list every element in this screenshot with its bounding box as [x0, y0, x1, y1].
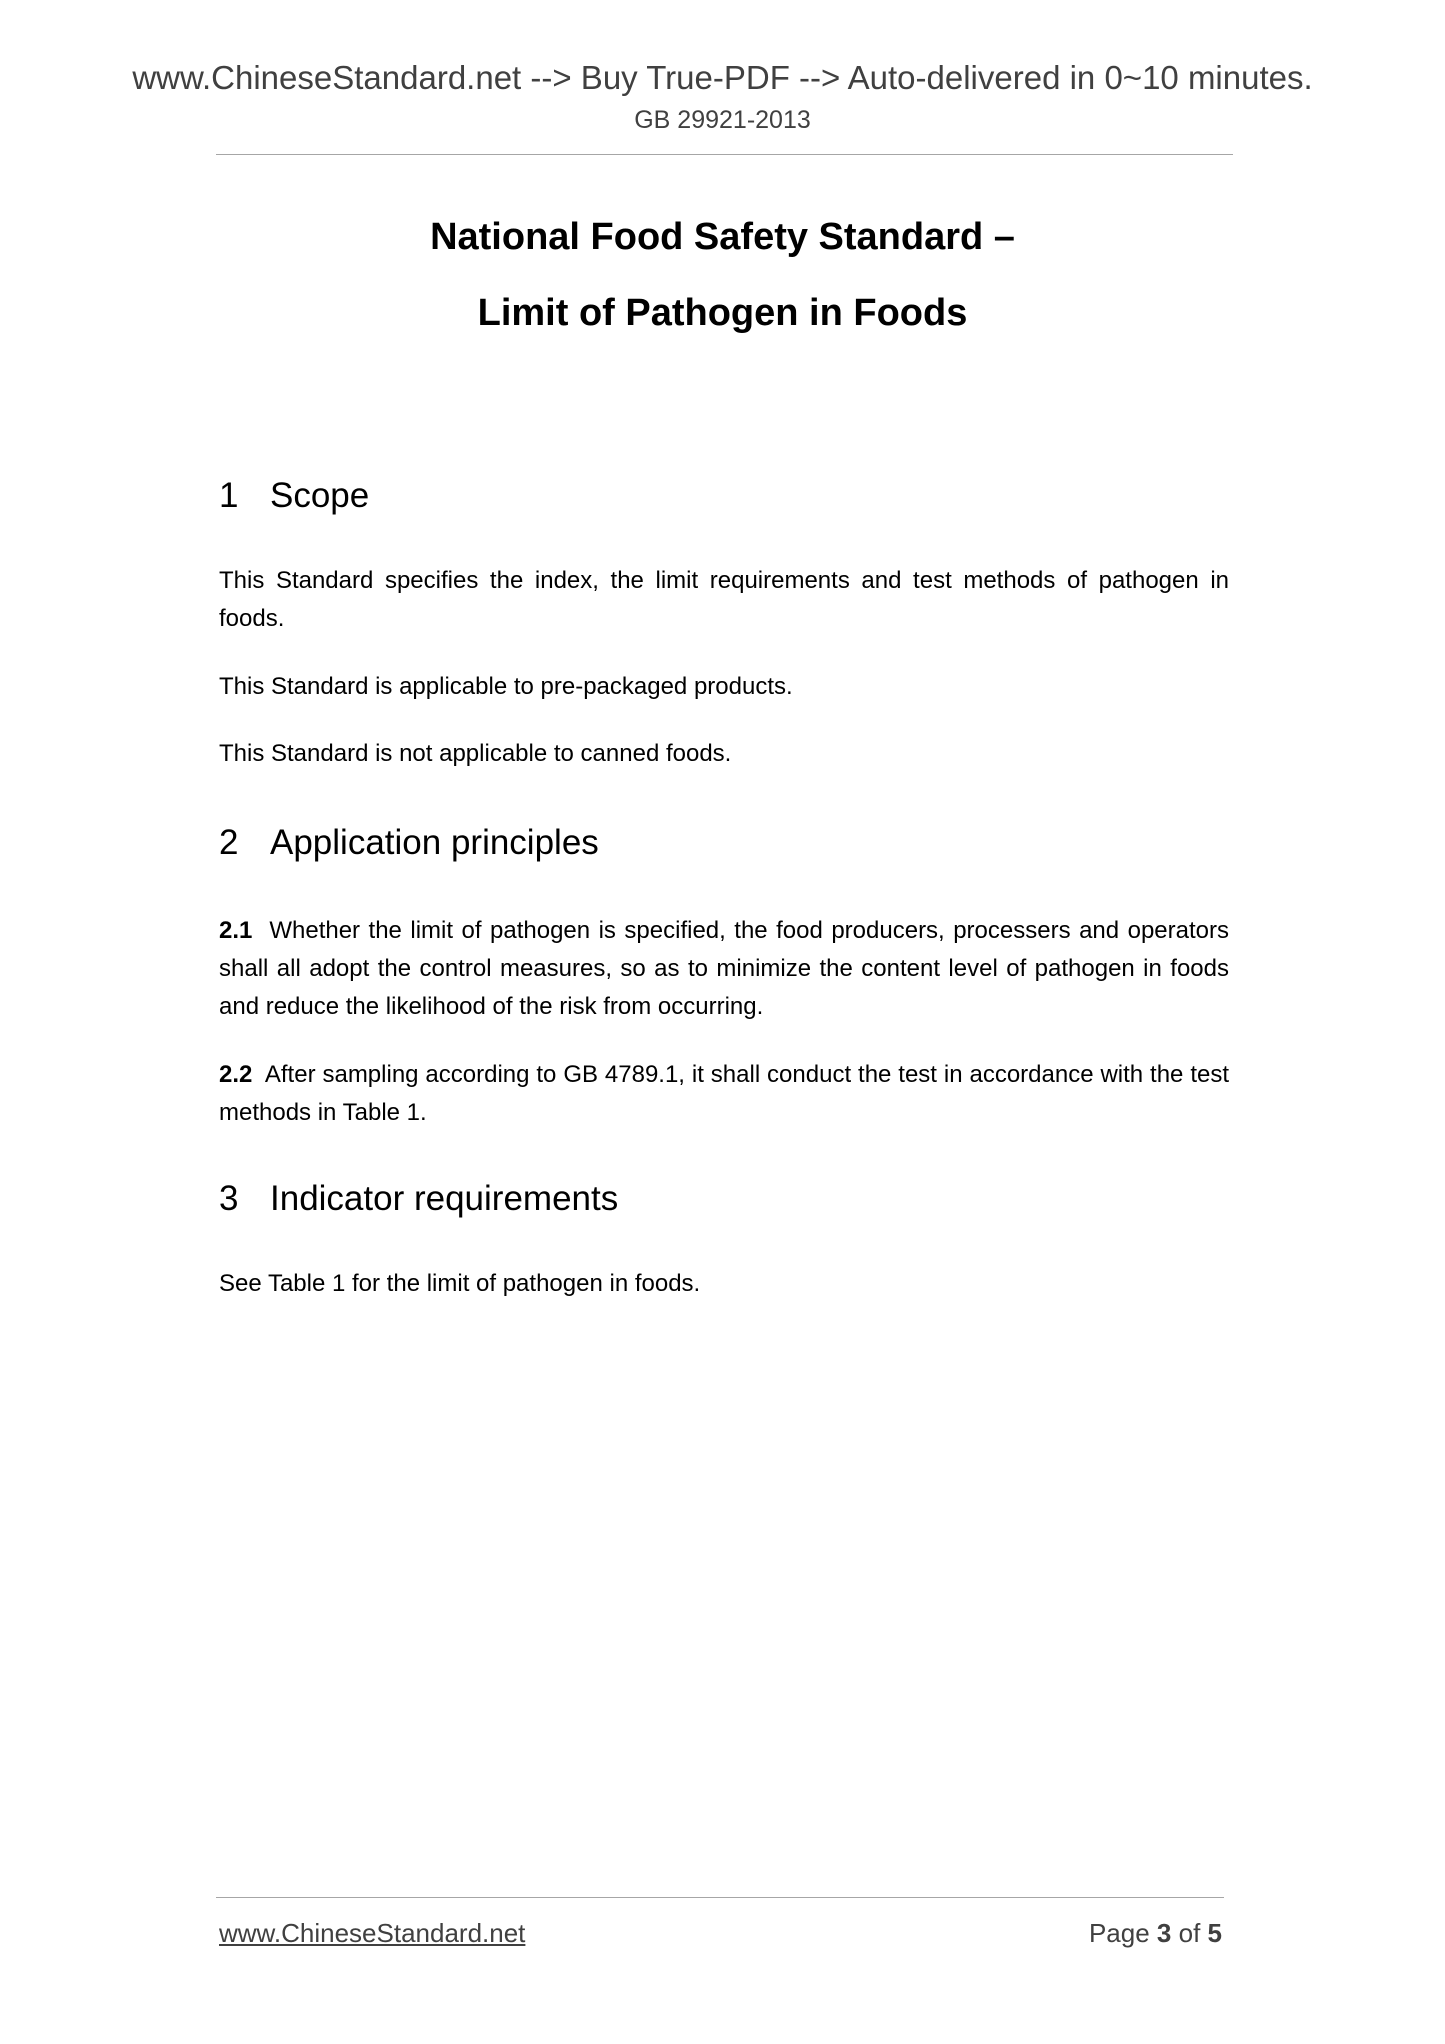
- section-number: 3: [219, 1179, 239, 1218]
- clause-text: Whether the limit of pathogen is specified, the food producers, processers and operators shall all adopt the control measures, so as to minimize the content level of pathogen in foods and reduce the likelihood of the risk from occurring.: [219, 917, 1229, 1020]
- page-indicator: [1089, 1916, 1222, 1950]
- clause-text: After sampling according to GB 4789.1, it shall conduct the test in accordance with the test methods in Table 1.: [219, 1061, 1230, 1126]
- section-heading-indicator: [219, 1176, 618, 1222]
- page-total: 5: [1207, 1918, 1222, 1948]
- clause-2-2: [219, 1056, 1229, 1132]
- section-heading-principles: [219, 820, 599, 866]
- header-divider: [216, 154, 1233, 155]
- section-title: Scope: [270, 476, 370, 515]
- section-title: Indicator requirements: [270, 1179, 619, 1218]
- page-label: Page: [1088, 1918, 1150, 1948]
- footer-website-link[interactable]: www.ChineseStandard.net: [219, 1918, 526, 1948]
- section-heading-scope: [219, 473, 369, 519]
- top-banner: www.ChineseStandard.net --> Buy True-PDF --> Auto-delivered in 0~10 minutes.: [132, 59, 1313, 96]
- standard-code: GB 29921-2013: [634, 106, 811, 134]
- clause-number: 2.2: [219, 1061, 253, 1088]
- scope-paragraph-3: This Standard is not applicable to canned foods.: [219, 740, 732, 767]
- page-current: 3: [1156, 1918, 1172, 1948]
- section-number: 1: [219, 476, 239, 515]
- section-title: Application principles: [270, 823, 599, 862]
- clause-2-1: [219, 912, 1229, 1026]
- document-title-line2: Limit of Pathogen in Foods: [477, 292, 968, 334]
- document-title-line1: National Food Safety Standard –: [430, 216, 1015, 258]
- indicator-paragraph-1: See Table 1 for the limit of pathogen in foods.: [219, 1270, 701, 1297]
- section-number: 2: [219, 823, 239, 862]
- scope-paragraph-1: This Standard specifies the index, the limit requirements and test methods of pathogen in foods.: [219, 567, 1229, 632]
- clause-number: 2.1: [219, 917, 253, 944]
- scope-paragraph-2: This Standard is applicable to pre-packaged products.: [219, 673, 793, 700]
- page-of: of: [1178, 1918, 1201, 1948]
- footer-divider: [216, 1897, 1224, 1898]
